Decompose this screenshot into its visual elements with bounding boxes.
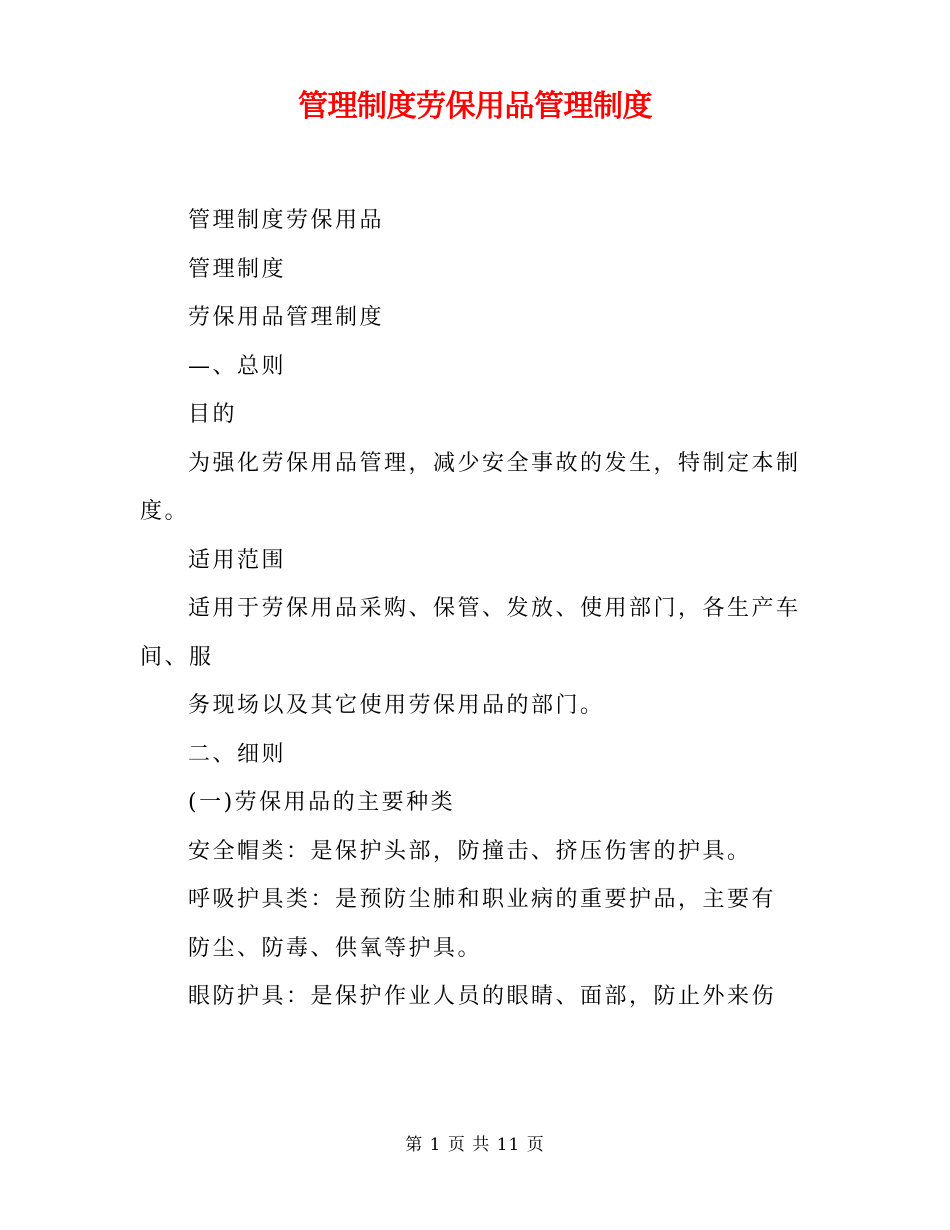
- paragraph: 眼防护具：是保护作业人员的眼睛、面部，防止外来伤: [188, 984, 777, 1009]
- paragraph: (一)劳保用品的主要种类: [188, 790, 456, 815]
- paragraph: 管理制度劳保用品: [188, 208, 385, 233]
- document-title: 管理制度劳保用品管理制度: [298, 89, 652, 124]
- paragraph: 管理制度: [188, 256, 287, 282]
- page-footer: 第 1 页 共 11 页: [405, 1135, 545, 1155]
- section-heading: —、总则: [188, 353, 287, 379]
- paragraph: 适用范围: [188, 547, 287, 573]
- paragraph: 呼吸护具类：是预防尘肺和职业病的重要护品，主要有: [188, 887, 777, 912]
- paragraph: 为强化劳保用品管理，减少安全事故的发生，特制定本制度。: [140, 450, 801, 524]
- paragraph: 目的: [188, 402, 238, 427]
- document-body: [140, 197, 810, 1022]
- section-heading: 二、细则: [188, 741, 287, 767]
- paragraph: 务现场以及其它使用劳保用品的部门。: [188, 693, 605, 718]
- paragraph: 防尘、防毒、供氧等护具。: [188, 935, 483, 961]
- paragraph: 劳保用品管理制度: [188, 305, 385, 330]
- paragraph: 适用于劳保用品采购、保管、发放、使用部门，各生产车间、服: [140, 596, 801, 670]
- paragraph: 安全帽类：是保护头部，防撞击、挤压伤害的护具。: [188, 838, 752, 864]
